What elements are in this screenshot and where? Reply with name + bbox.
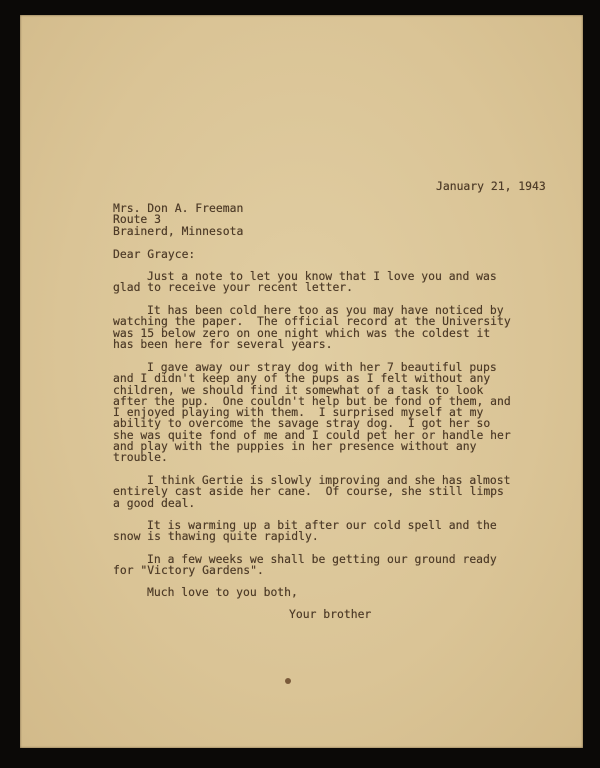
paragraph-4: I think Gertie is slowly improving and she has almost entirely cast aside her cane. Of course, she still limps a good deal.: [113, 473, 511, 510]
address-street: Route 3: [113, 212, 162, 226]
address-name: Mrs. Don A. Freeman: [113, 201, 244, 215]
address-city: Brainerd, Minnesota: [113, 224, 244, 238]
paragraph-3: I gave away our stray dog with her 7 beautiful pups and I didn't keep any of the pups as I felt without any children, we should find it somewhat of a task to look after the pup. One couldn't help but be fond of them, and I enjoyed playing with them. I surprised myself at my ability to overcome the savage stray dog. I got her so she was quite fond of me and I could pet her or handle her and play with the puppies in her presence without any trouble.: [113, 360, 511, 465]
paragraph-2: It has been cold here too as you may have noticed by watching the paper. The official record at the University was 15 below zero on one night which was the coldest it has been here for several years.: [113, 303, 511, 351]
closing: Much love to you both,: [147, 585, 298, 599]
signature-line: Your brother: [289, 607, 372, 621]
paragraph-1: Just a note to let you know that I love you and was glad to receive your recent letter.: [113, 269, 497, 295]
paper-stain: [285, 678, 291, 684]
paragraph-6: In a few weeks we shall be getting our ground ready for "Victory Gardens".: [113, 552, 497, 578]
paragraph-5: It is warming up a bit after our cold spell and the snow is thawing quite rapidly.: [113, 518, 497, 544]
letter-date: January 21, 1943: [436, 179, 546, 193]
salutation: Dear Grayce:: [113, 247, 196, 261]
